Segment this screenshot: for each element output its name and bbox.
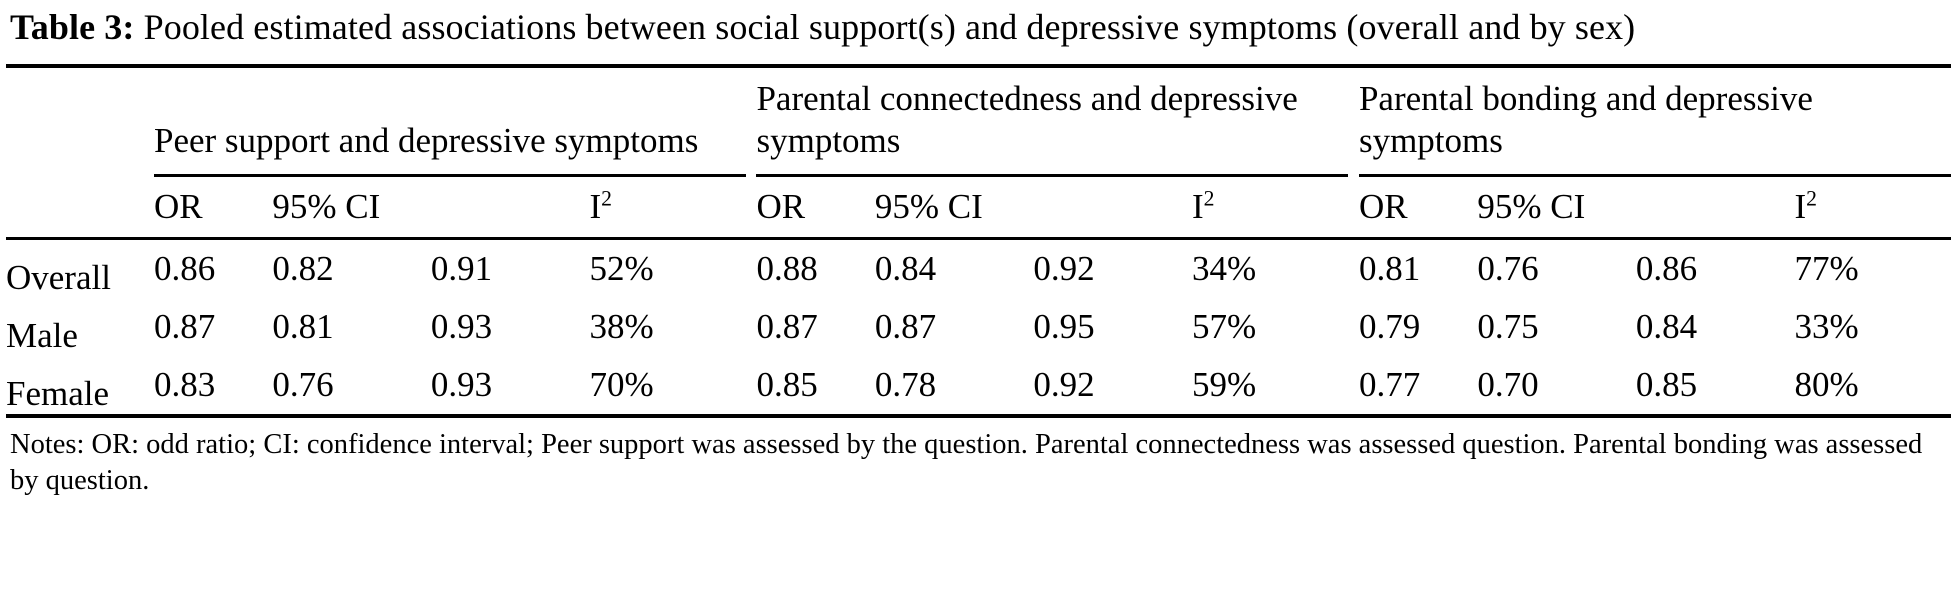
- cell-or: 0.86: [154, 238, 272, 298]
- cell-or: 0.88: [756, 238, 874, 298]
- spacer-cell: [1348, 298, 1359, 356]
- cell-ci-high: 0.85: [1636, 356, 1795, 416]
- spacer-cell: [746, 66, 757, 176]
- cell-ci-high: 0.93: [431, 356, 590, 416]
- row-label-overall: Overall: [6, 238, 154, 298]
- cell-i2: 34%: [1192, 238, 1348, 298]
- corner-cell: [6, 66, 154, 176]
- cell-i2: 59%: [1192, 356, 1348, 416]
- spacer-cell: [746, 356, 757, 416]
- table-row: [6, 356, 1951, 416]
- subheader-or-3: OR: [1359, 175, 1477, 238]
- cell-or: 0.87: [153, 306, 216, 346]
- cell-ci-high: 0.86: [1636, 238, 1795, 298]
- cell-i2: 80%: [1794, 356, 1951, 416]
- spacer-cell: [746, 175, 757, 238]
- cell-i2: 70%: [589, 356, 745, 416]
- spacer-cell: [746, 298, 757, 356]
- cell-ci-low: 0.70: [1477, 356, 1636, 416]
- cell-or: 0.77: [1359, 356, 1477, 416]
- subheader-ci-1: 95% CI: [272, 175, 589, 238]
- subheader-corner: [6, 175, 154, 238]
- caption-text: Pooled estimated associations between social support(s) and depressive symptoms (overall and by sex): [134, 7, 1636, 47]
- cell-or: 0.85: [756, 356, 874, 416]
- cell-i2: 33%: [1794, 306, 1859, 346]
- spacer-cell: [746, 238, 757, 298]
- group-header-row: [6, 66, 1951, 176]
- subheader-i2-1: $I^2$: [589, 175, 745, 238]
- subheader-or-1: OR: [154, 175, 272, 238]
- cell-ci-low: 0.82: [272, 238, 431, 298]
- cell-ci-low: 0.87: [874, 306, 937, 346]
- spacer-cell: [1348, 66, 1359, 176]
- row-label-male: Male: [6, 315, 78, 355]
- cell-or: 0.83: [154, 356, 272, 416]
- cell-ci-low: 0.78: [875, 356, 1034, 416]
- spacer-cell: [1348, 238, 1359, 298]
- cell-ci-high: 0.92: [1033, 238, 1192, 298]
- subheader-ci-2: 95% CI: [875, 175, 1192, 238]
- cell-ci-high: 0.95: [1033, 306, 1095, 346]
- cell-i2: 52%: [589, 238, 745, 298]
- cell-ci-low: 0.76: [272, 356, 431, 416]
- cell-ci-low: 0.76: [1477, 238, 1636, 298]
- table-row: [6, 298, 1951, 356]
- cell-ci-high: 0.93: [430, 306, 493, 346]
- table-caption: [6, 0, 1951, 50]
- group-header-parental-connectedness: Parental connectedness and depressive symptoms: [756, 66, 1348, 176]
- cell-or: 0.87: [756, 306, 818, 346]
- caption-label: Table 3:: [10, 7, 135, 47]
- subheader-ci-3: 95% CI: [1477, 175, 1794, 238]
- cell-ci-low: 0.81: [272, 306, 334, 346]
- cell-or: 0.81: [1359, 238, 1477, 298]
- cell-ci-high: 0.91: [431, 238, 590, 298]
- cell-ci-high: 0.92: [1033, 356, 1192, 416]
- results-table: [6, 64, 1951, 418]
- cell-i2: 38%: [589, 306, 654, 346]
- cell-i2: 57%: [1191, 306, 1257, 346]
- group-header-parental-bonding: Parental bonding and depressive symptoms: [1359, 66, 1951, 176]
- subheader-or-2: OR: [756, 175, 874, 238]
- spacer-cell: [1348, 175, 1359, 238]
- table-notes: Notes: OR: odd ratio; CI: confidence interval; Peer support was assessed by the question. Parental connectedness was assessed question. Parental bonding was assessed by question.: [10, 428, 1923, 496]
- table-row: [6, 238, 1951, 298]
- spacer-cell: [1348, 356, 1359, 416]
- subheader-i2-3: $I^2$: [1794, 175, 1951, 238]
- row-label-female: Female: [6, 356, 154, 416]
- subheader-row: [6, 175, 1951, 238]
- cell-or: 0.79: [1358, 306, 1421, 346]
- cell-ci-low: 0.84: [875, 238, 1034, 298]
- group-header-peer-support: Peer support and depressive symptoms: [154, 66, 746, 176]
- cell-ci-high: 0.84: [1635, 306, 1698, 346]
- subheader-i2-2: $I^2$: [1192, 175, 1348, 238]
- cell-i2: 77%: [1794, 238, 1951, 298]
- cell-ci-low: 0.75: [1477, 306, 1539, 346]
